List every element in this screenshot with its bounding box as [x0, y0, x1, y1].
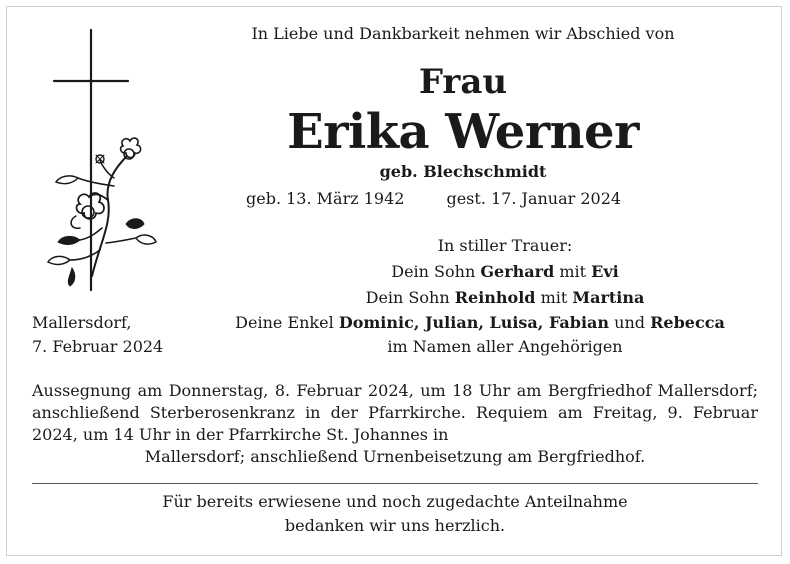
mourner-name: Rebecca	[650, 313, 725, 332]
life-dates	[246, 189, 621, 208]
mourner-connector: mit	[540, 288, 568, 307]
mourners-heading: In stiller Trauer:	[437, 236, 573, 255]
death-date: gest. 17. Januar 2024	[446, 189, 622, 208]
funeral-details	[32, 380, 758, 468]
intro-text: In Liebe und Dankbarkeit nehmen wir Abschied von	[251, 24, 675, 43]
birth-date: geb. 13. März 1942	[246, 189, 405, 208]
maiden-name: geb. Blechschmidt	[379, 162, 547, 181]
mourners-closing: im Namen aller Angehörigen	[387, 337, 623, 356]
mourner-prefix: Deine Enkel	[235, 313, 334, 332]
notice-date: 7. Februar 2024	[32, 337, 164, 356]
mourner-connector: mit	[559, 262, 587, 281]
mourner-prefix: Dein Sohn	[365, 288, 450, 307]
salutation: Frau	[418, 62, 508, 102]
mourner-line-son1	[220, 262, 790, 281]
divider	[32, 483, 758, 484]
mourner-name: Dominic, Julian, Luisa, Fabian	[338, 313, 610, 332]
mourner-name: Reinhold	[454, 288, 536, 307]
thanks-line-1: Für bereits erwiesene und noch zugedachte Anteilnahme	[162, 492, 628, 511]
deceased-name: Erika Werner	[287, 104, 639, 160]
funeral-text-last: Mallersdorf; anschließend Urnenbeisetzung am Bergfriedhof.	[144, 447, 646, 466]
mourner-line-son2	[220, 288, 790, 307]
place: Mallersdorf,	[32, 313, 132, 332]
thanks-line-2: bedanken wir uns herzlich.	[284, 516, 506, 535]
mourner-connector: und	[614, 313, 646, 332]
mourner-line-grandchildren	[200, 313, 760, 332]
mourner-name: Martina	[572, 288, 645, 307]
funeral-text: Aussegnung am Donnerstag, 8. Februar 2024, um 18 Uhr am Bergfriedhof Mallersdorf; anschließend Sterberosenkranz in der Pfarrkirche. Requiem am Freitag, 9. Februar 2024, um 14 Uhr in der Pfarrkirche St. Johannes in	[32, 381, 758, 444]
mourner-name: Gerhard	[480, 262, 555, 281]
mourner-name: Evi	[591, 262, 619, 281]
mourner-prefix: Dein Sohn	[391, 262, 476, 281]
